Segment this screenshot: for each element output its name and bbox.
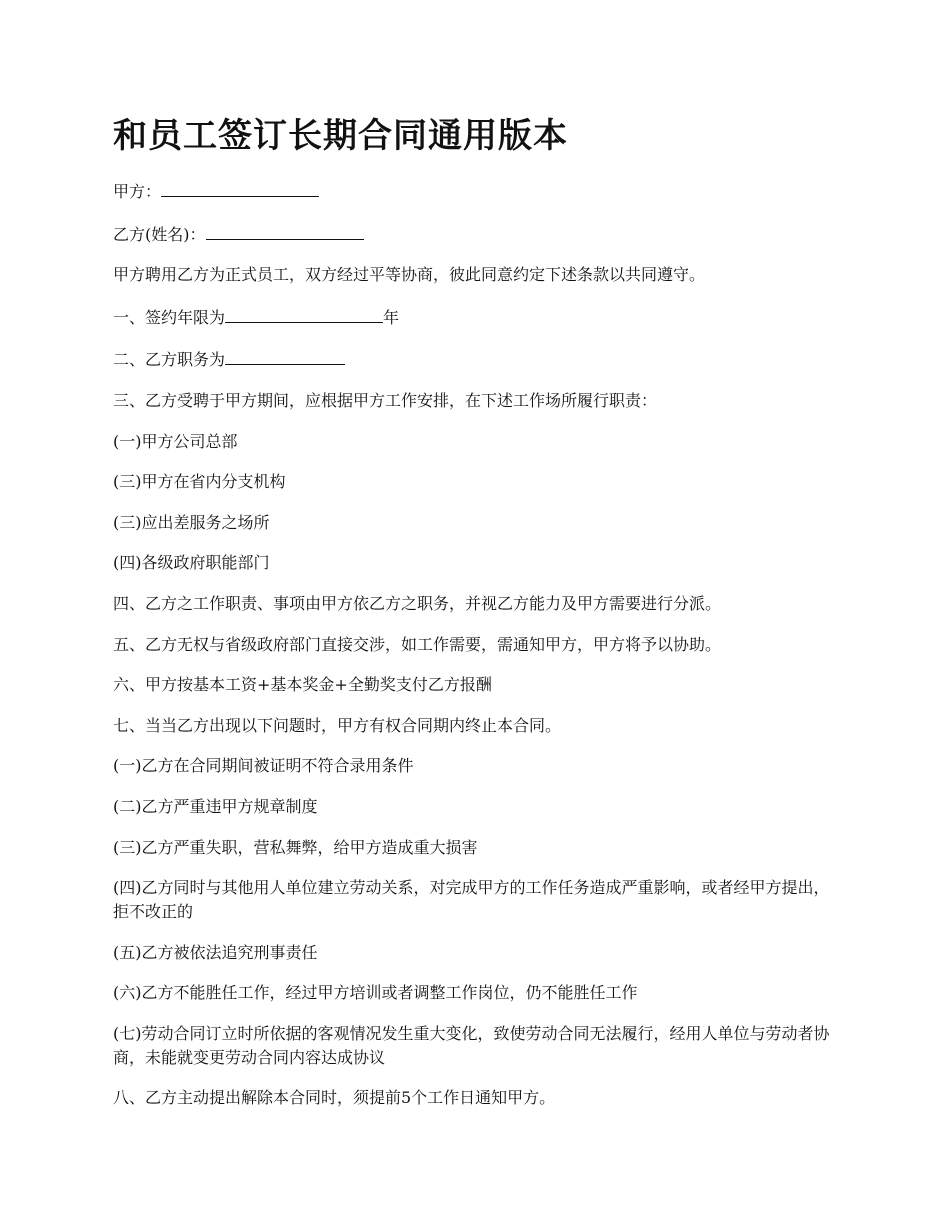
party-a-label: 甲方： xyxy=(113,182,162,201)
clause-5: 五、乙方无权与省级政府部门直接交涉，如工作需要，需通知甲方，甲方将予以协助。 xyxy=(113,634,722,654)
clause-8: 八、乙方主动提出解除本合同时，须提前5个工作日通知甲方。 xyxy=(113,1088,556,1108)
party-a-blank xyxy=(161,178,319,197)
party-b-label: 乙方(姓名)： xyxy=(113,224,206,244)
term-years-blank xyxy=(225,304,383,323)
clause-4: 四、乙方之工作职责、事项由甲方依乙方之职务，并视乙方能力及甲方需要进行分派。 xyxy=(113,593,722,613)
clause-2 xyxy=(113,346,843,372)
clause-1 xyxy=(113,304,843,330)
clause-7-item: (六)乙方不能胜任工作，经过甲方培训或者调整工作岗位，仍不能胜任工作 xyxy=(113,983,638,1003)
clause-7-item: (四)乙方同时与其他用人单位建立劳动关系，对完成甲方的工作任务造成严重影响，或者经甲方提出，拒不改正的 xyxy=(113,878,830,922)
party-b-blank xyxy=(206,221,364,240)
clause-1-prefix: 一、签约年限为 xyxy=(113,307,226,327)
clause-3-item: (三)应出差服务之场所 xyxy=(113,512,270,532)
clause-7-item: (一)乙方在合同期间被证明不符合录用条件 xyxy=(113,756,414,776)
clause-3: 三、乙方受聘于甲方期间，应根据甲方工作安排，在下述工作场所履行职责： xyxy=(113,390,658,410)
clause-7-item: (五)乙方被依法追究刑事责任 xyxy=(113,942,318,962)
clause-2-prefix: 二、乙方职务为 xyxy=(113,350,226,370)
clause-7-item: (三)乙方严重失职，营私舞弊，给甲方造成重大损害 xyxy=(113,837,478,857)
intro-paragraph: 甲方聘用乙方为正式员工，双方经过平等协商，彼此同意约定下述条款以共同遵守。 xyxy=(113,265,706,285)
document-title: 和员工签订长期合同通用版本 xyxy=(113,116,568,156)
clause-6: 六、甲方按基本工资+基本奖金+全勤奖支付乙方报酬 xyxy=(113,675,492,695)
clause-7-item: (七)劳动合同订立时所依据的客观情况发生重大变化，致使劳动合同无法履行，经用人单位与劳动者协商，未能就变更劳动合同内容达成协议 xyxy=(113,1023,830,1067)
clause-3-item: (三)甲方在省内分支机构 xyxy=(113,472,286,492)
document-page xyxy=(113,112,843,1127)
clause-7-item: (二)乙方严重违甲方规章制度 xyxy=(113,796,318,816)
position-blank xyxy=(225,346,345,365)
clause-7: 七、当当乙方出现以下问题时，甲方有权合同期内终止本合同。 xyxy=(113,715,562,735)
party-b-line xyxy=(113,221,843,247)
clause-3-item: (四)各级政府职能部门 xyxy=(113,553,270,573)
clause-3-item: (一)甲方公司总部 xyxy=(113,431,238,451)
party-a-line xyxy=(113,178,843,204)
clause-1-suffix: 年 xyxy=(383,307,400,327)
